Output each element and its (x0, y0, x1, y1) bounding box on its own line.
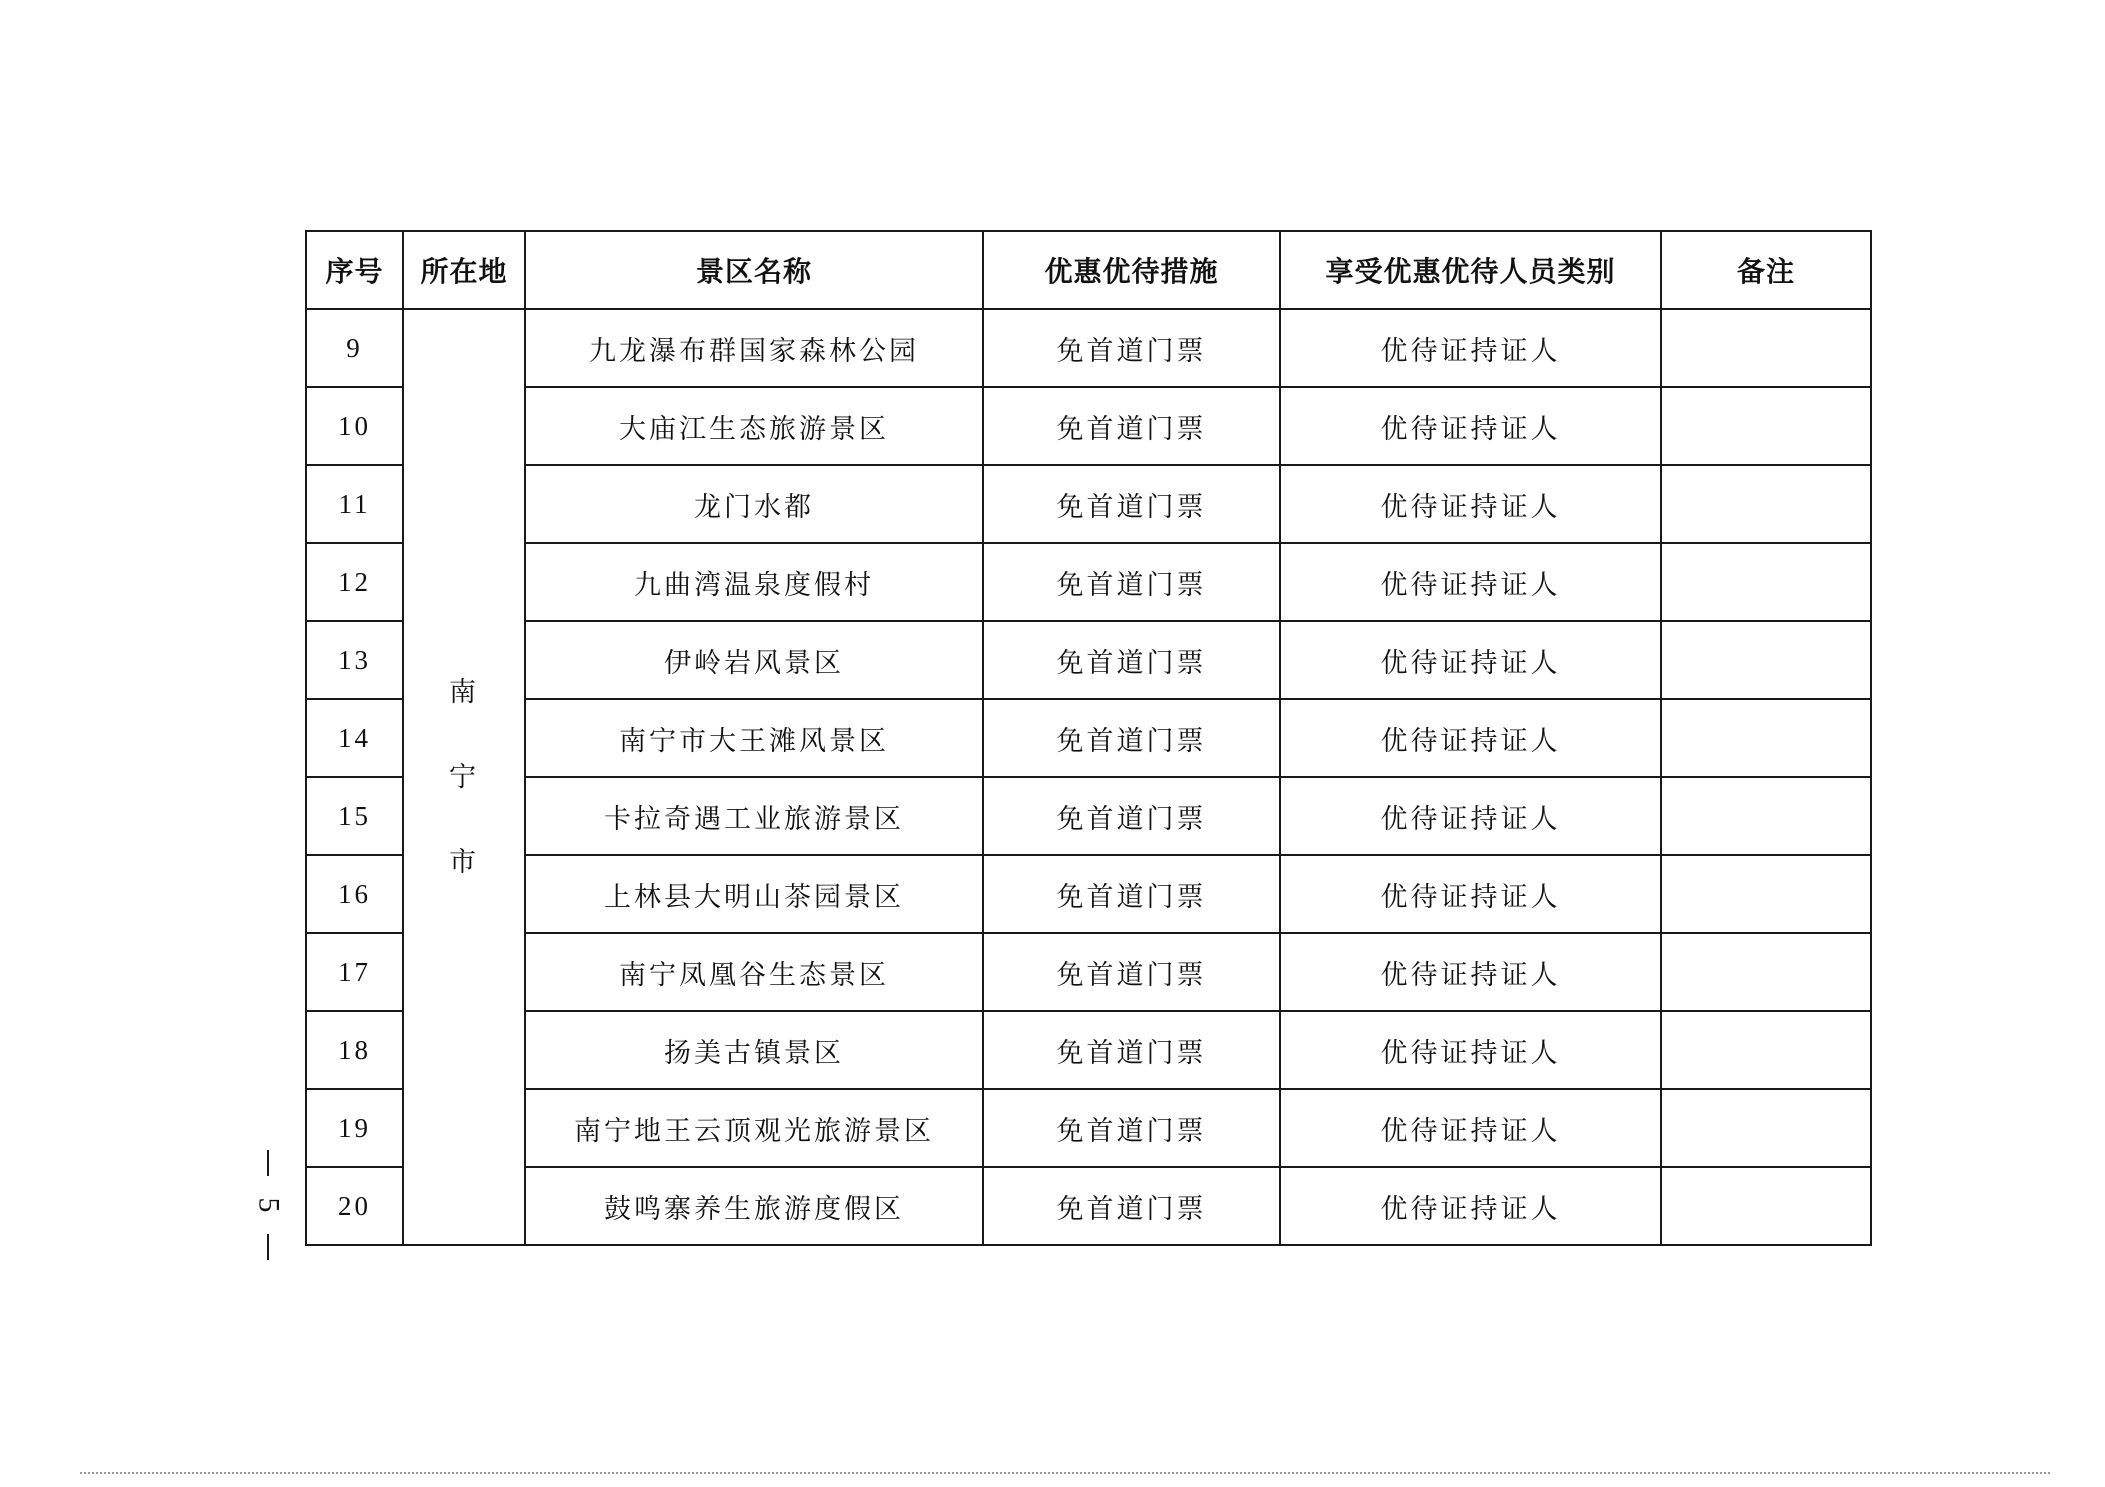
row-no: 14 (306, 699, 403, 777)
row-no: 20 (306, 1167, 403, 1245)
row-remarks (1661, 465, 1871, 543)
table-header-row (306, 231, 1871, 309)
header-scenic-name: 景区名称 (525, 231, 983, 309)
row-no: 11 (306, 465, 403, 543)
row-eligible: 优待证持证人 (1280, 777, 1661, 855)
page-number-dash (267, 1150, 269, 1176)
row-remarks (1661, 309, 1871, 387)
header-no: 序号 (306, 231, 403, 309)
page-number-dash (267, 1234, 269, 1260)
row-scenic-name: 大庙江生态旅游景区 (525, 387, 983, 465)
header-remarks: 备注 (1661, 231, 1871, 309)
row-scenic-name: 伊岭岩风景区 (525, 621, 983, 699)
row-scenic-name: 卡拉奇遇工业旅游景区 (525, 777, 983, 855)
table-row (306, 465, 1871, 543)
row-no: 10 (306, 387, 403, 465)
row-eligible: 优待证持证人 (1280, 543, 1661, 621)
row-no: 19 (306, 1089, 403, 1167)
location-cell (403, 309, 525, 1245)
row-scenic-name: 扬美古镇景区 (525, 1011, 983, 1089)
row-no: 12 (306, 543, 403, 621)
header-eligible: 享受优惠优待人员类别 (1280, 231, 1661, 309)
row-measure: 免首道门票 (983, 855, 1280, 933)
table-row (306, 933, 1871, 1011)
row-eligible: 优待证持证人 (1280, 465, 1661, 543)
row-measure: 免首道门票 (983, 1089, 1280, 1167)
row-scenic-name: 南宁市大王滩风景区 (525, 699, 983, 777)
row-no: 9 (306, 309, 403, 387)
row-remarks (1661, 699, 1871, 777)
row-measure: 免首道门票 (983, 465, 1280, 543)
row-remarks (1661, 543, 1871, 621)
header-location: 所在地 (403, 231, 525, 309)
table-row (306, 855, 1871, 933)
row-measure: 免首道门票 (983, 543, 1280, 621)
row-measure: 免首道门票 (983, 309, 1280, 387)
table-row (306, 777, 1871, 855)
location-char: 南 (449, 676, 479, 708)
row-eligible: 优待证持证人 (1280, 1167, 1661, 1245)
row-no: 15 (306, 777, 403, 855)
row-eligible: 优待证持证人 (1280, 699, 1661, 777)
page-number (248, 1150, 288, 1260)
row-no: 13 (306, 621, 403, 699)
row-measure: 免首道门票 (983, 621, 1280, 699)
row-eligible: 优待证持证人 (1280, 1089, 1661, 1167)
row-measure: 免首道门票 (983, 1167, 1280, 1245)
row-eligible: 优待证持证人 (1280, 933, 1661, 1011)
row-scenic-name: 龙门水都 (525, 465, 983, 543)
row-eligible: 优待证持证人 (1280, 855, 1661, 933)
table-row (306, 1167, 1871, 1245)
row-remarks (1661, 1167, 1871, 1245)
table-row (306, 699, 1871, 777)
row-remarks (1661, 855, 1871, 933)
row-remarks (1661, 1011, 1871, 1089)
table-row (306, 387, 1871, 465)
row-remarks (1661, 933, 1871, 1011)
page-number-digit: 5 (252, 1197, 285, 1213)
row-measure: 免首道门票 (983, 1011, 1280, 1089)
row-scenic-name: 南宁凤凰谷生态景区 (525, 933, 983, 1011)
row-measure: 免首道门票 (983, 933, 1280, 1011)
row-eligible: 优待证持证人 (1280, 387, 1661, 465)
row-scenic-name: 九曲湾温泉度假村 (525, 543, 983, 621)
row-no: 17 (306, 933, 403, 1011)
row-eligible: 优待证持证人 (1280, 1011, 1661, 1089)
row-scenic-name: 南宁地王云顶观光旅游景区 (525, 1089, 983, 1167)
table-row (306, 621, 1871, 699)
row-scenic-name: 九龙瀑布群国家森林公园 (525, 309, 983, 387)
table-row (306, 543, 1871, 621)
row-measure: 免首道门票 (983, 699, 1280, 777)
row-eligible: 优待证持证人 (1280, 309, 1661, 387)
row-scenic-name: 鼓鸣寨养生旅游度假区 (525, 1167, 983, 1245)
row-eligible: 优待证持证人 (1280, 621, 1661, 699)
row-measure: 免首道门票 (983, 387, 1280, 465)
table-row (306, 1089, 1871, 1167)
row-remarks (1661, 777, 1871, 855)
scenic-discount-table (305, 230, 1872, 1246)
table-row (306, 1011, 1871, 1089)
row-remarks (1661, 387, 1871, 465)
location-char: 市 (449, 846, 479, 878)
row-remarks (1661, 1089, 1871, 1167)
row-scenic-name: 上林县大明山茶园景区 (525, 855, 983, 933)
table-row (306, 309, 1871, 387)
row-no: 18 (306, 1011, 403, 1089)
row-measure: 免首道门票 (983, 777, 1280, 855)
location-char: 宁 (449, 761, 479, 793)
header-measure: 优惠优待措施 (983, 231, 1280, 309)
row-remarks (1661, 621, 1871, 699)
row-no: 16 (306, 855, 403, 933)
scan-edge-line (80, 1472, 2050, 1474)
